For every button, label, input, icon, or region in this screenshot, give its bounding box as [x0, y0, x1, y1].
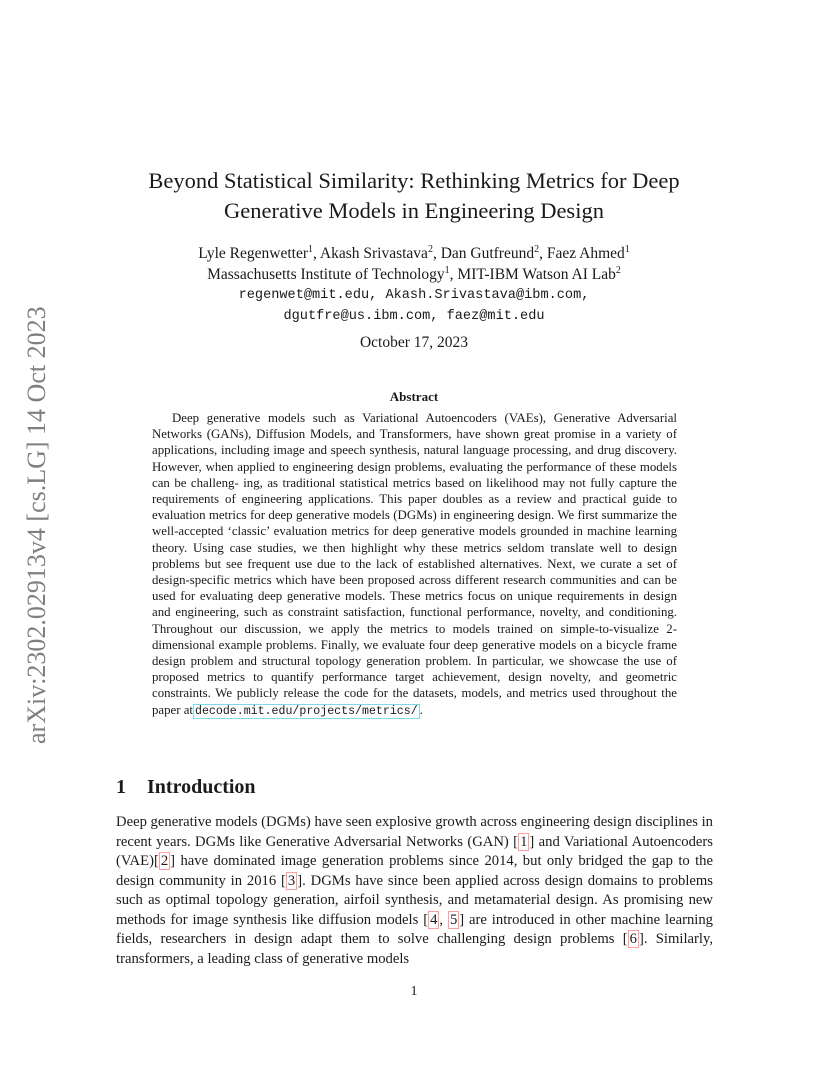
- page-number: 1: [410, 984, 418, 999]
- section-heading: [116, 776, 256, 799]
- arxiv-identifier-stamp: arXiv:2302.02913v4 [cs.LG] 14 Oct 2023: [22, 306, 51, 744]
- affiliation-name: Massachusetts Institute of Technology: [207, 266, 445, 283]
- introduction-paragraph: Deep generative models (DGMs) have seen explosive growth across engineering design disciplines in recent years. DGMs like Generative Adversarial Networks (GAN) [ 1 ] and Variational Autoencoders (VAE)[ 2 ] have dominated image generation problems since 2014, but only bridged the gap to the design community in 2016 [ 3 ]. DGMs have since been applied across design domains to problems such as optimal topology generation, airfoil synthesis, and metamaterial design. As promising new methods for image synthesis like diffusion models [ 4 , 5 ] are introduced in other machine learning fields, researchers in design adapt them to solve challenging design problems [ 6 ]. Similarly, transformers, a leading class of generative models: [116, 814, 713, 967]
- intro-text: ,: [439, 911, 448, 928]
- author-affiliation-marker: 1: [307, 243, 313, 255]
- author-name: Faez Ahmed: [546, 245, 625, 262]
- abstract-end-punctuation: .: [419, 702, 423, 717]
- author-affiliation-marker: 1: [624, 243, 630, 255]
- section-title: Introduction: [147, 776, 256, 798]
- abstract-body: [152, 410, 677, 720]
- intro-text: Deep generative models (DGMs) have seen explosive growth across engineering design disciplines in recent years. DGMs like Generative Adversarial Networks (GAN): [116, 814, 713, 850]
- paper-title: Beyond Statistical Similarity: Rethinking Metrics for Deep Generative Models in Engineering Design: [148, 168, 680, 223]
- author-name: Akash Srivastava: [319, 245, 428, 262]
- author-name: Lyle Regenwetter: [198, 245, 308, 262]
- citation-link[interactable]: 2: [160, 853, 169, 869]
- citation-link[interactable]: 3: [287, 872, 296, 889]
- affiliation-marker: 2: [615, 264, 621, 276]
- publication-date: October 17, 2023: [359, 334, 469, 351]
- affiliations-line: Massachusetts Institute of Technology$^1$, MIT-IBM Watson AI Lab$^2$: [207, 264, 621, 283]
- project-code-link[interactable]: decode.mit.edu/projects/metrics/: [195, 704, 418, 718]
- intro-text: and Variational Autoencoders (VAE): [116, 833, 713, 869]
- author-affiliation-marker: 2: [427, 243, 433, 255]
- author-name: Dan Gutfreund: [440, 245, 535, 262]
- abstract-heading: Abstract: [389, 389, 439, 404]
- abstract-text: Deep generative models such as Variational Autoencoders (VAEs), Generative Adversarial Networks (GANs), Diffusion Models, and Transformers, have shown great promise in a variety of applications, including image and speech synthesis, natural language processing, and drug discovery. However, when applied to engineering design problems, evaluating the performance of these models can be challeng- ing, as traditional statistical metrics based on likelihood may not fully capture the requirements of engineering applications. This paper doubles as a review and practical guide to evaluation metrics for deep generative models (DGMs) in engineering design. We first summarize the well-accepted ‘classic’ evaluation metrics for deep generative models grounded in machine learning theory. Using case studies, we then highlight why these metrics seldom translate well to design problems but see frequent use due to the lack of established alternatives. Next, we curate a set of design-specific metrics which have been proposed across different research communities and can be used for evaluating deep generative models. These metrics focus on unique requirements in design and engineering, such as constraint satisfaction, functional performance, novelty, and conditioning. Throughout our discussion, we apply the metrics to models trained on simple-to-visualize 2-dimensional example problems. Finally, we evaluate four deep generative models on a bicycle frame design problem and structural topology generation problem. In particular, we showcase the use of proposed metrics to quantify performance target achievement, design novelty, and geometric constraints. We publicly release the code for the datasets, models, and metrics used throughout the paper at: [152, 411, 677, 717]
- intro-text: . Similarly, transformers, a leading class of generative models: [116, 931, 713, 967]
- citation-link[interactable]: 1: [520, 833, 528, 850]
- intro-text: have dominated image generation problems since 2014, but only bridged the gap to the design community in 2016: [116, 853, 713, 889]
- author-emails-line-2: dgutfre@us.ibm.com, faez@mit.edu: [283, 309, 545, 324]
- author-names-line: Lyle Regenwetter$^1$, Akash Srivastava$^2$, Dan Gutfreund$^2$, Faez Ahmed$^1$: [198, 243, 630, 262]
- citation-link[interactable]: 4: [430, 911, 438, 928]
- section-number: 1: [116, 776, 126, 798]
- intro-text: are introduced in other machine learning fields, researchers in design adapt them to solve challenging design problems: [116, 911, 713, 947]
- intro-text: . DGMs have since been applied across design domains to problems such as optimal topology generation, airfoil synthesis, and metamaterial design. As promising new methods for image synthesis like diffusion models: [116, 872, 713, 928]
- affiliation-marker: 1: [444, 264, 450, 276]
- affiliation-name: MIT-IBM Watson AI Lab: [457, 266, 616, 283]
- citation-link[interactable]: 5: [449, 911, 458, 928]
- author-emails-line-1: regenwet@mit.edu, Akash.Srivastava@ibm.com,: [238, 288, 590, 303]
- author-affiliation-marker: 2: [534, 243, 540, 255]
- authors-block: [120, 243, 708, 327]
- citation-link[interactable]: 6: [629, 931, 637, 947]
